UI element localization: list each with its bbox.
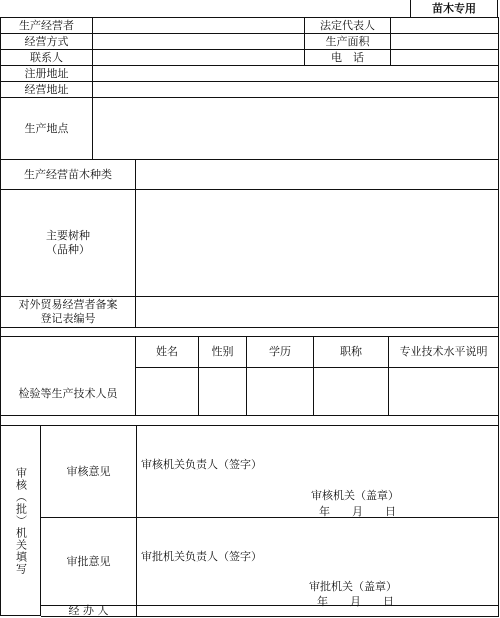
foreign-trade-label-line2: 登记表编号 — [40, 312, 96, 325]
staff-gender-field[interactable] — [199, 368, 247, 416]
review-seal-text: 审核机关（盖章） — [311, 489, 399, 502]
biz-address-label: 经营地址 — [1, 82, 93, 98]
legal-rep-label: 法定代表人 — [305, 18, 391, 34]
review-opinion-label: 审核意见 — [41, 426, 137, 518]
staff-skill-field[interactable] — [389, 368, 499, 416]
prod-location-value-field[interactable] — [93, 98, 499, 160]
contact-value-field[interactable] — [93, 50, 305, 66]
staff-header-skill: 专业技术水平说明 — [389, 337, 499, 368]
contact-label: 联系人 — [1, 50, 93, 66]
staff-header-name: 姓名 — [136, 337, 199, 368]
main-trees-label-line1: 主要树种 — [46, 229, 90, 242]
phone-label: 电 话 — [305, 50, 391, 66]
biz-address-value-field[interactable] — [93, 82, 499, 98]
review-date-text: 年 月 日 — [319, 505, 396, 518]
reg-address-value-field[interactable] — [93, 66, 499, 82]
legal-rep-value-field[interactable] — [391, 18, 499, 34]
staff-education-field[interactable] — [247, 368, 314, 416]
spacer-row — [1, 328, 499, 337]
prod-location-label: 生产地点 — [1, 98, 93, 160]
handler-field[interactable] — [137, 606, 499, 617]
area-value-field[interactable] — [391, 34, 499, 50]
operator-value-field[interactable] — [93, 18, 305, 34]
main-trees-value-field[interactable] — [136, 190, 499, 297]
foreign-trade-value-field[interactable] — [136, 297, 499, 328]
staff-header-title: 职称 — [314, 337, 389, 368]
phone-value-field[interactable] — [391, 50, 499, 66]
foreign-trade-label-line1: 对外贸易经营者备案 — [18, 298, 118, 311]
staff-header-gender: 性别 — [199, 337, 247, 368]
method-label: 经营方式 — [1, 34, 93, 50]
staff-title-field[interactable] — [314, 368, 389, 416]
staff-label: 检验等生产技术人员 — [1, 337, 136, 416]
handler-label: 经 办 人 — [41, 606, 137, 617]
staff-header-education: 学历 — [247, 337, 314, 368]
species-value-field[interactable] — [136, 160, 499, 190]
seedling-only-badge: 苗木专用 — [410, 0, 498, 18]
form-table — [0, 17, 499, 616]
approve-date-text: 年 月 日 — [317, 595, 394, 608]
spacer-row-2 — [1, 416, 499, 426]
review-signer-text: 审核机关负责人（签字） — [141, 458, 262, 471]
main-trees-label-line2: （品种） — [46, 243, 90, 256]
approval-side-label — [1, 426, 41, 616]
approve-opinion-label: 审批意见 — [41, 518, 137, 606]
area-label: 生产面积 — [305, 34, 391, 50]
approval-side-label-text: 审核（批）机关填写 — [14, 466, 28, 575]
approve-seal-text: 审批机关（盖章） — [309, 580, 397, 593]
foreign-trade-label — [1, 297, 136, 328]
staff-name-field[interactable] — [136, 368, 199, 416]
method-value-field[interactable] — [93, 34, 305, 50]
review-opinion-field[interactable] — [137, 426, 499, 518]
operator-label: 生产经营者 — [1, 18, 93, 34]
species-label: 生产经营苗木种类 — [1, 160, 136, 190]
approve-signer-text: 审批机关负责人（签字） — [141, 550, 262, 563]
reg-address-label: 注册地址 — [1, 66, 93, 82]
main-trees-label — [1, 190, 136, 297]
